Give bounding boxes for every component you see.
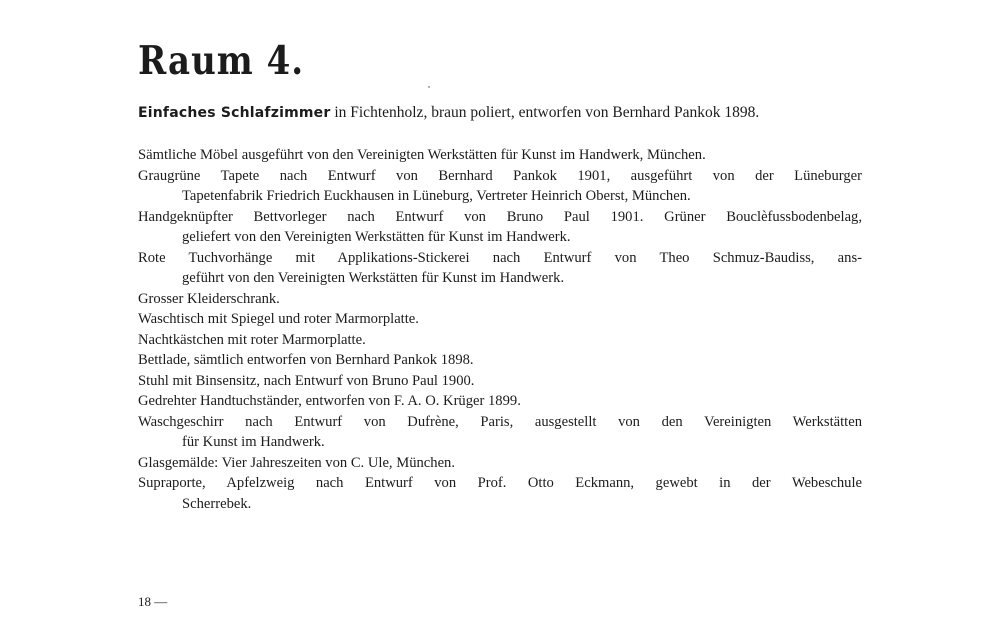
item-line: Handgeknüpfter Bettvorleger nach Entwurf von Bruno Paul 1901. Grüner Bouclèfussbodenbelag, xyxy=(138,208,862,225)
list-item xyxy=(138,289,862,310)
list-item xyxy=(138,330,862,351)
item-line: Rote Tuchvorhänge mit Applikations-Stickerei nach Entwurf von Theo Schmuz-Baudiss, ans- xyxy=(138,249,862,266)
list-item xyxy=(138,453,862,474)
page-title: Raum 4. xyxy=(138,38,305,85)
page-number: 18 — xyxy=(138,594,168,609)
item-line-continuation: geliefert von den Vereinigten Werkstätten für Kunst im Handwerk. xyxy=(182,229,571,245)
list-item xyxy=(138,371,862,392)
list-item xyxy=(138,391,862,412)
list-item xyxy=(138,309,862,330)
list-item xyxy=(138,248,862,289)
subtitle-lead: Einfaches Schlafzimmer xyxy=(138,105,331,121)
item-line-continuation: Scherrebek. xyxy=(182,495,252,512)
item-line: Waschgeschirr nach Entwurf von Dufrène, Paris, ausgestellt von den Vereinigten Werkstätten xyxy=(138,413,862,430)
list-item xyxy=(138,350,862,371)
item-line: Stuhl mit Binsensitz, nach Entwurf von Bruno Paul 1900. xyxy=(138,372,475,389)
list-item xyxy=(138,166,862,207)
item-line: Graugrüne Tapete nach Entwurf von Bernhard Pankok 1901, ausgeführt von der Lüneburger xyxy=(138,167,862,184)
item-line: Bettlade, sämtlich entworfen von Bernhard Pankok 1898. xyxy=(138,352,474,368)
item-line: Gedrehter Handtuchständer, entworfen von F. A. O. Krüger 1899. xyxy=(138,393,521,409)
item-line: Sämtliche Möbel ausgeführt von den Vereinigten Werkstätten für Kunst im Handwerk, München. xyxy=(138,147,706,163)
subtitle-rest: in Fichtenholz, braun poliert, entworfen von Bernhard Pankok 1898. xyxy=(330,104,760,121)
item-line-continuation: für Kunst im Handwerk. xyxy=(182,434,325,450)
item-line-continuation: Tapetenfabrik Friedrich Euckhausen in Lüneburg, Vertreter Heinrich Oberst, München. xyxy=(182,188,691,204)
list-item xyxy=(138,207,862,248)
item-line: Grosser Kleiderschrank. xyxy=(138,290,280,307)
item-line: Glasgemälde: Vier Jahreszeiten von C. Ule, München. xyxy=(138,454,455,471)
item-line: Nachtkästchen mit roter Marmorplatte. xyxy=(138,331,366,348)
room-subtitle xyxy=(138,103,878,123)
item-line: Supraporte, Apfelzweig nach Entwurf von Prof. Otto Eckmann, gewebt in der Webeschule xyxy=(138,475,862,491)
item-line-continuation: geführt von den Vereinigten Werkstätten für Kunst im Handwerk. xyxy=(182,270,565,286)
item-list xyxy=(138,145,862,514)
list-item xyxy=(138,145,862,166)
item-line: Waschtisch mit Spiegel und roter Marmorplatte. xyxy=(138,311,419,327)
scan-speck xyxy=(428,86,430,88)
list-item xyxy=(138,473,862,514)
list-item xyxy=(138,412,862,453)
